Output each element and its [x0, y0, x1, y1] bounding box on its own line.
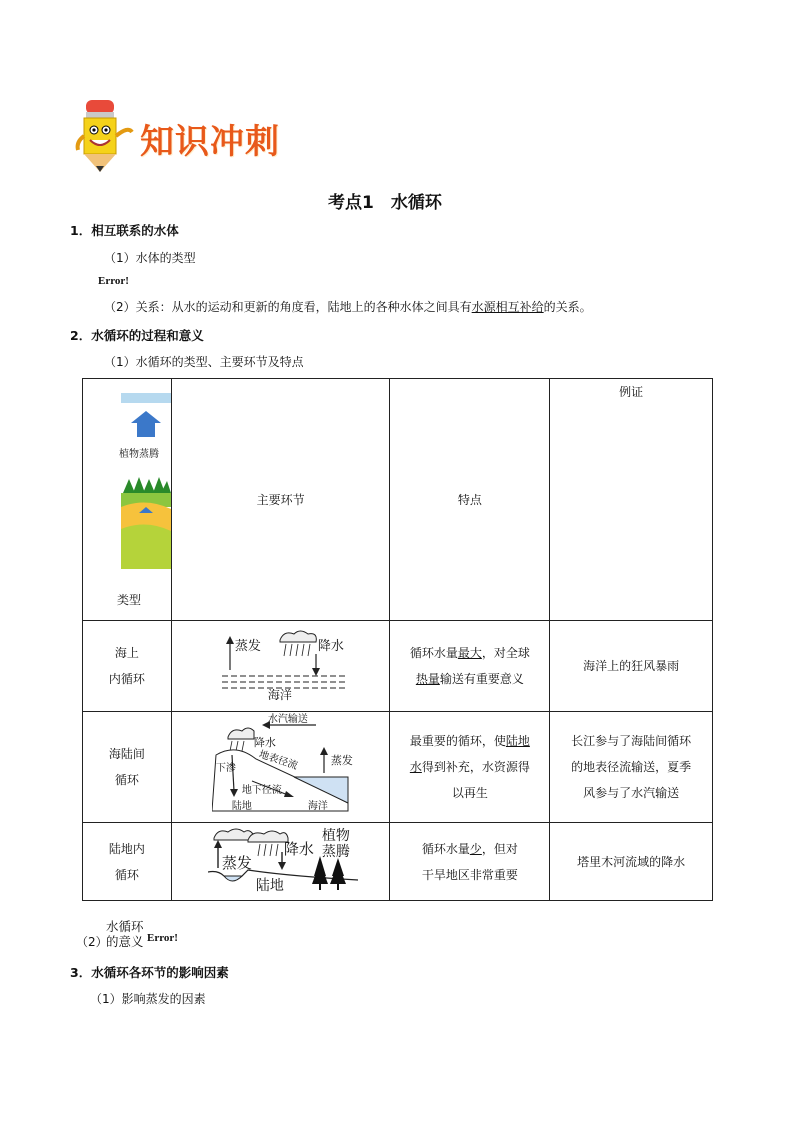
row3-example: 塔里木河流域的降水: [577, 854, 686, 869]
error-text-2: Error!: [147, 932, 178, 944]
row3-feature-b: ，但对: [481, 841, 518, 856]
row2-surface-label: 地表径流: [257, 748, 299, 772]
header-type-cell: [83, 379, 172, 621]
row1-feature-cell: [390, 621, 550, 712]
header-main-link: 主要环节: [256, 492, 305, 507]
header-example-cell: [550, 379, 713, 621]
row1-feature-a: 循环水量: [409, 646, 458, 660]
section2-item2-stack2: 的意义: [106, 934, 144, 949]
row2-vapor-label: 水汽输送: [267, 713, 308, 725]
row3-type-l2: 循环: [114, 867, 139, 882]
row1-feature-c-u: 热量: [415, 672, 440, 686]
row1-diagram-cell: [171, 621, 390, 712]
section1-item2: [104, 298, 592, 315]
row1-example-cell: [550, 621, 713, 712]
row2-example-l1: 长江参与了海陆间循环: [571, 734, 692, 748]
row2-type-cell: [83, 712, 172, 823]
section2-item2-stack1: 水循环: [106, 919, 144, 934]
header-type-label: 类型: [117, 593, 142, 607]
row2-feature-a: 最重要的循环，使: [409, 734, 506, 748]
row3-feature-cell: [390, 823, 550, 901]
section1-item2-underline: 水源相互补给: [471, 300, 544, 314]
table-row: [83, 621, 713, 712]
page-title: 考点1 水循环: [328, 193, 442, 213]
error-text-1: Error!: [98, 275, 129, 287]
section1-heading: 1．相互联系的水体: [70, 223, 179, 238]
row2-land-label: 陆地: [231, 800, 252, 812]
row3-feature-c: 干旱地区非常重要: [421, 867, 518, 882]
row3-feature-a-u: 少: [469, 841, 482, 856]
row1-example: 海洋上的狂风暴雨: [583, 659, 680, 673]
row2-type-l2: 循环: [114, 773, 139, 787]
row2-example-cell: [550, 712, 713, 823]
row2-feature-d: 以再生: [451, 786, 488, 800]
row1-feature-b: ，对全球: [481, 646, 530, 660]
banner-title: 知识冲刺: [140, 122, 280, 162]
row3-rain-label: 降水: [283, 839, 314, 858]
row3-type-cell: [83, 823, 172, 901]
row2-sea-label: 海洋: [307, 800, 328, 812]
row2-infiltrate-label: 下渗: [215, 762, 236, 774]
row1-type-l2: 内循环: [108, 672, 145, 686]
row3-diagram-cell: [171, 823, 390, 901]
row1-sea-label: 海洋: [267, 687, 292, 702]
section1-item2-suffix: 的关系。: [543, 300, 592, 314]
section1-item2-prefix: （2）关系：从水的运动和更新的角度看，陆地上的各种水体之间具有: [104, 300, 472, 314]
water-cycle-table: [82, 378, 713, 901]
row1-feature-a-u: 最大: [457, 646, 482, 660]
row2-type-l1: 海陆间: [108, 747, 145, 761]
row2-feature-cell: [390, 712, 550, 823]
table-row: [83, 823, 713, 901]
header-feature: 特点: [457, 492, 482, 507]
row3-plant2-label: 蒸腾: [321, 843, 350, 860]
row2-evap-label: 蒸发: [330, 753, 353, 767]
row1-type-cell: [83, 621, 172, 712]
row1-feature-d: 输送有重要意义: [439, 672, 524, 686]
header-example: 例证: [619, 385, 644, 399]
row3-feature-a: 循环水量: [421, 841, 470, 856]
row2-feature-a-u: 陆地: [505, 734, 530, 748]
section2-item2-prefix: （2）: [76, 935, 108, 949]
row2-example-l2: 的地表径流输送，夏季: [571, 760, 692, 774]
row2-rain-label: 降水: [253, 735, 276, 749]
row1-rain-label: 降水: [317, 638, 344, 654]
legend-diagram-icon: [121, 389, 171, 569]
section2-item1: （1）水循环的类型、主要环节及特点: [104, 355, 304, 369]
row3-type-l1: 陆地内: [108, 841, 145, 856]
row2-underground-label: 地下径流: [241, 784, 282, 796]
section3-heading: 3．水循环各环节的影响因素: [70, 965, 229, 980]
row2-feature-c: 得到补充，水资源得: [421, 760, 530, 774]
row2-example-l3: 风参与了水汽输送: [583, 786, 680, 800]
section3-item1: （1）影响蒸发的因素: [90, 992, 206, 1006]
row3-plant1-label: 植物: [321, 827, 350, 844]
row3-evap-label: 蒸发: [221, 853, 252, 872]
row2-feature-b-u: 水: [409, 760, 422, 774]
legend-label: 植物蒸腾: [119, 449, 159, 460]
row2-diagram-cell: [171, 712, 390, 823]
section1-item1: （1）水体的类型: [104, 251, 196, 265]
mascot-pencil-icon: [70, 96, 136, 176]
row3-example-cell: [550, 823, 713, 901]
section2-heading: 2．水循环的过程和意义: [70, 328, 204, 343]
table-row: [83, 712, 713, 823]
header-feature-cell: [390, 379, 550, 621]
row1-evap-label: 蒸发: [234, 638, 261, 654]
header-main-link-cell: [171, 379, 390, 621]
table-header-row: [83, 379, 713, 621]
row3-land-label: 陆地: [255, 877, 284, 894]
row1-type-l1: 海上: [114, 646, 139, 660]
